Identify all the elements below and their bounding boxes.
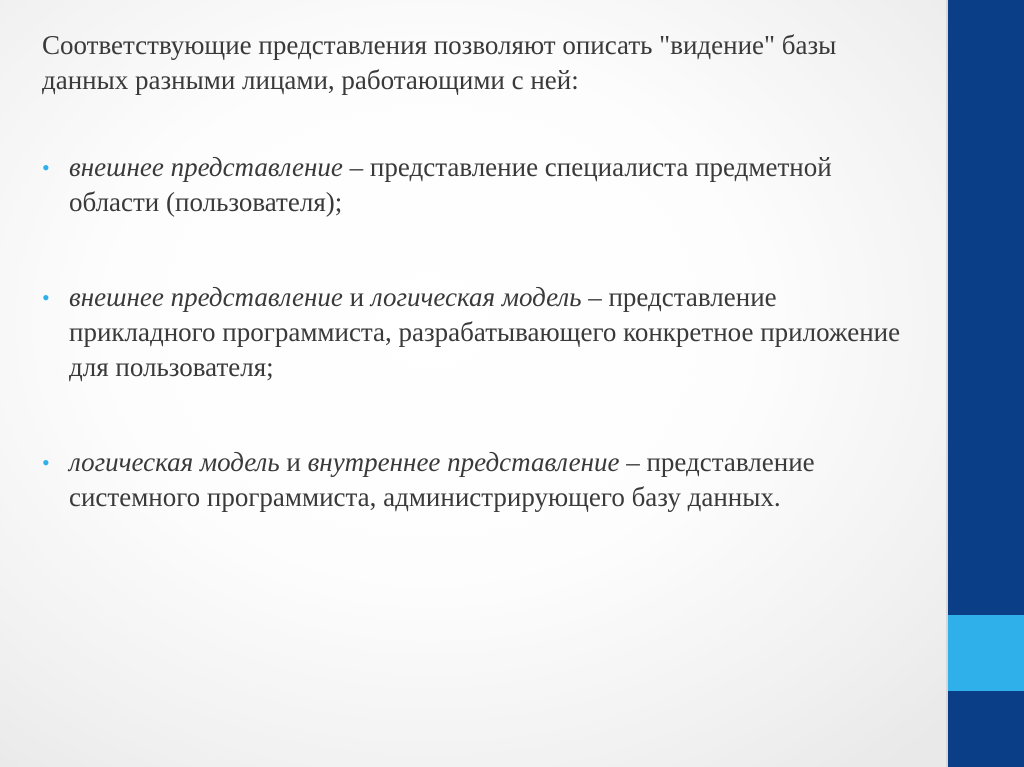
bullet-text: представление системного программиста, администрирующего базу данных.: [69, 447, 815, 512]
bullet-item-logical-model: [42, 280, 922, 385]
term-external-view: внешнее представление: [69, 282, 343, 312]
bullet-dot-icon: •: [42, 450, 50, 475]
intro-paragraph: Соответствующие представления позволяют описать "видение" базы данных разными лицами, работающими с ней:: [42, 30, 837, 95]
conjunction: и: [342, 282, 371, 312]
slide-content: [42, 28, 922, 515]
bullet-item-internal-view: [42, 445, 922, 515]
bullet-text: – представление специалиста предметной области (пользователя);: [69, 152, 832, 217]
bullet-list: [42, 150, 922, 515]
conjunction: и: [279, 447, 308, 477]
term-internal-view: внутреннее представление –: [307, 447, 640, 477]
term-logical-model: логическая модель: [370, 282, 582, 312]
term-external-view: внешнее представление: [69, 152, 343, 182]
bullet-item-external-view: [42, 150, 922, 220]
bullet-dot-icon: •: [42, 285, 50, 310]
sidebar-accent-block: [948, 615, 1024, 691]
term-logical-model: логическая модель: [69, 447, 280, 477]
bullet-text: – представление прикладного программиста, разрабатывающего конкретное приложение для пользователя;: [69, 282, 901, 382]
bullet-dot-icon: •: [42, 155, 50, 180]
